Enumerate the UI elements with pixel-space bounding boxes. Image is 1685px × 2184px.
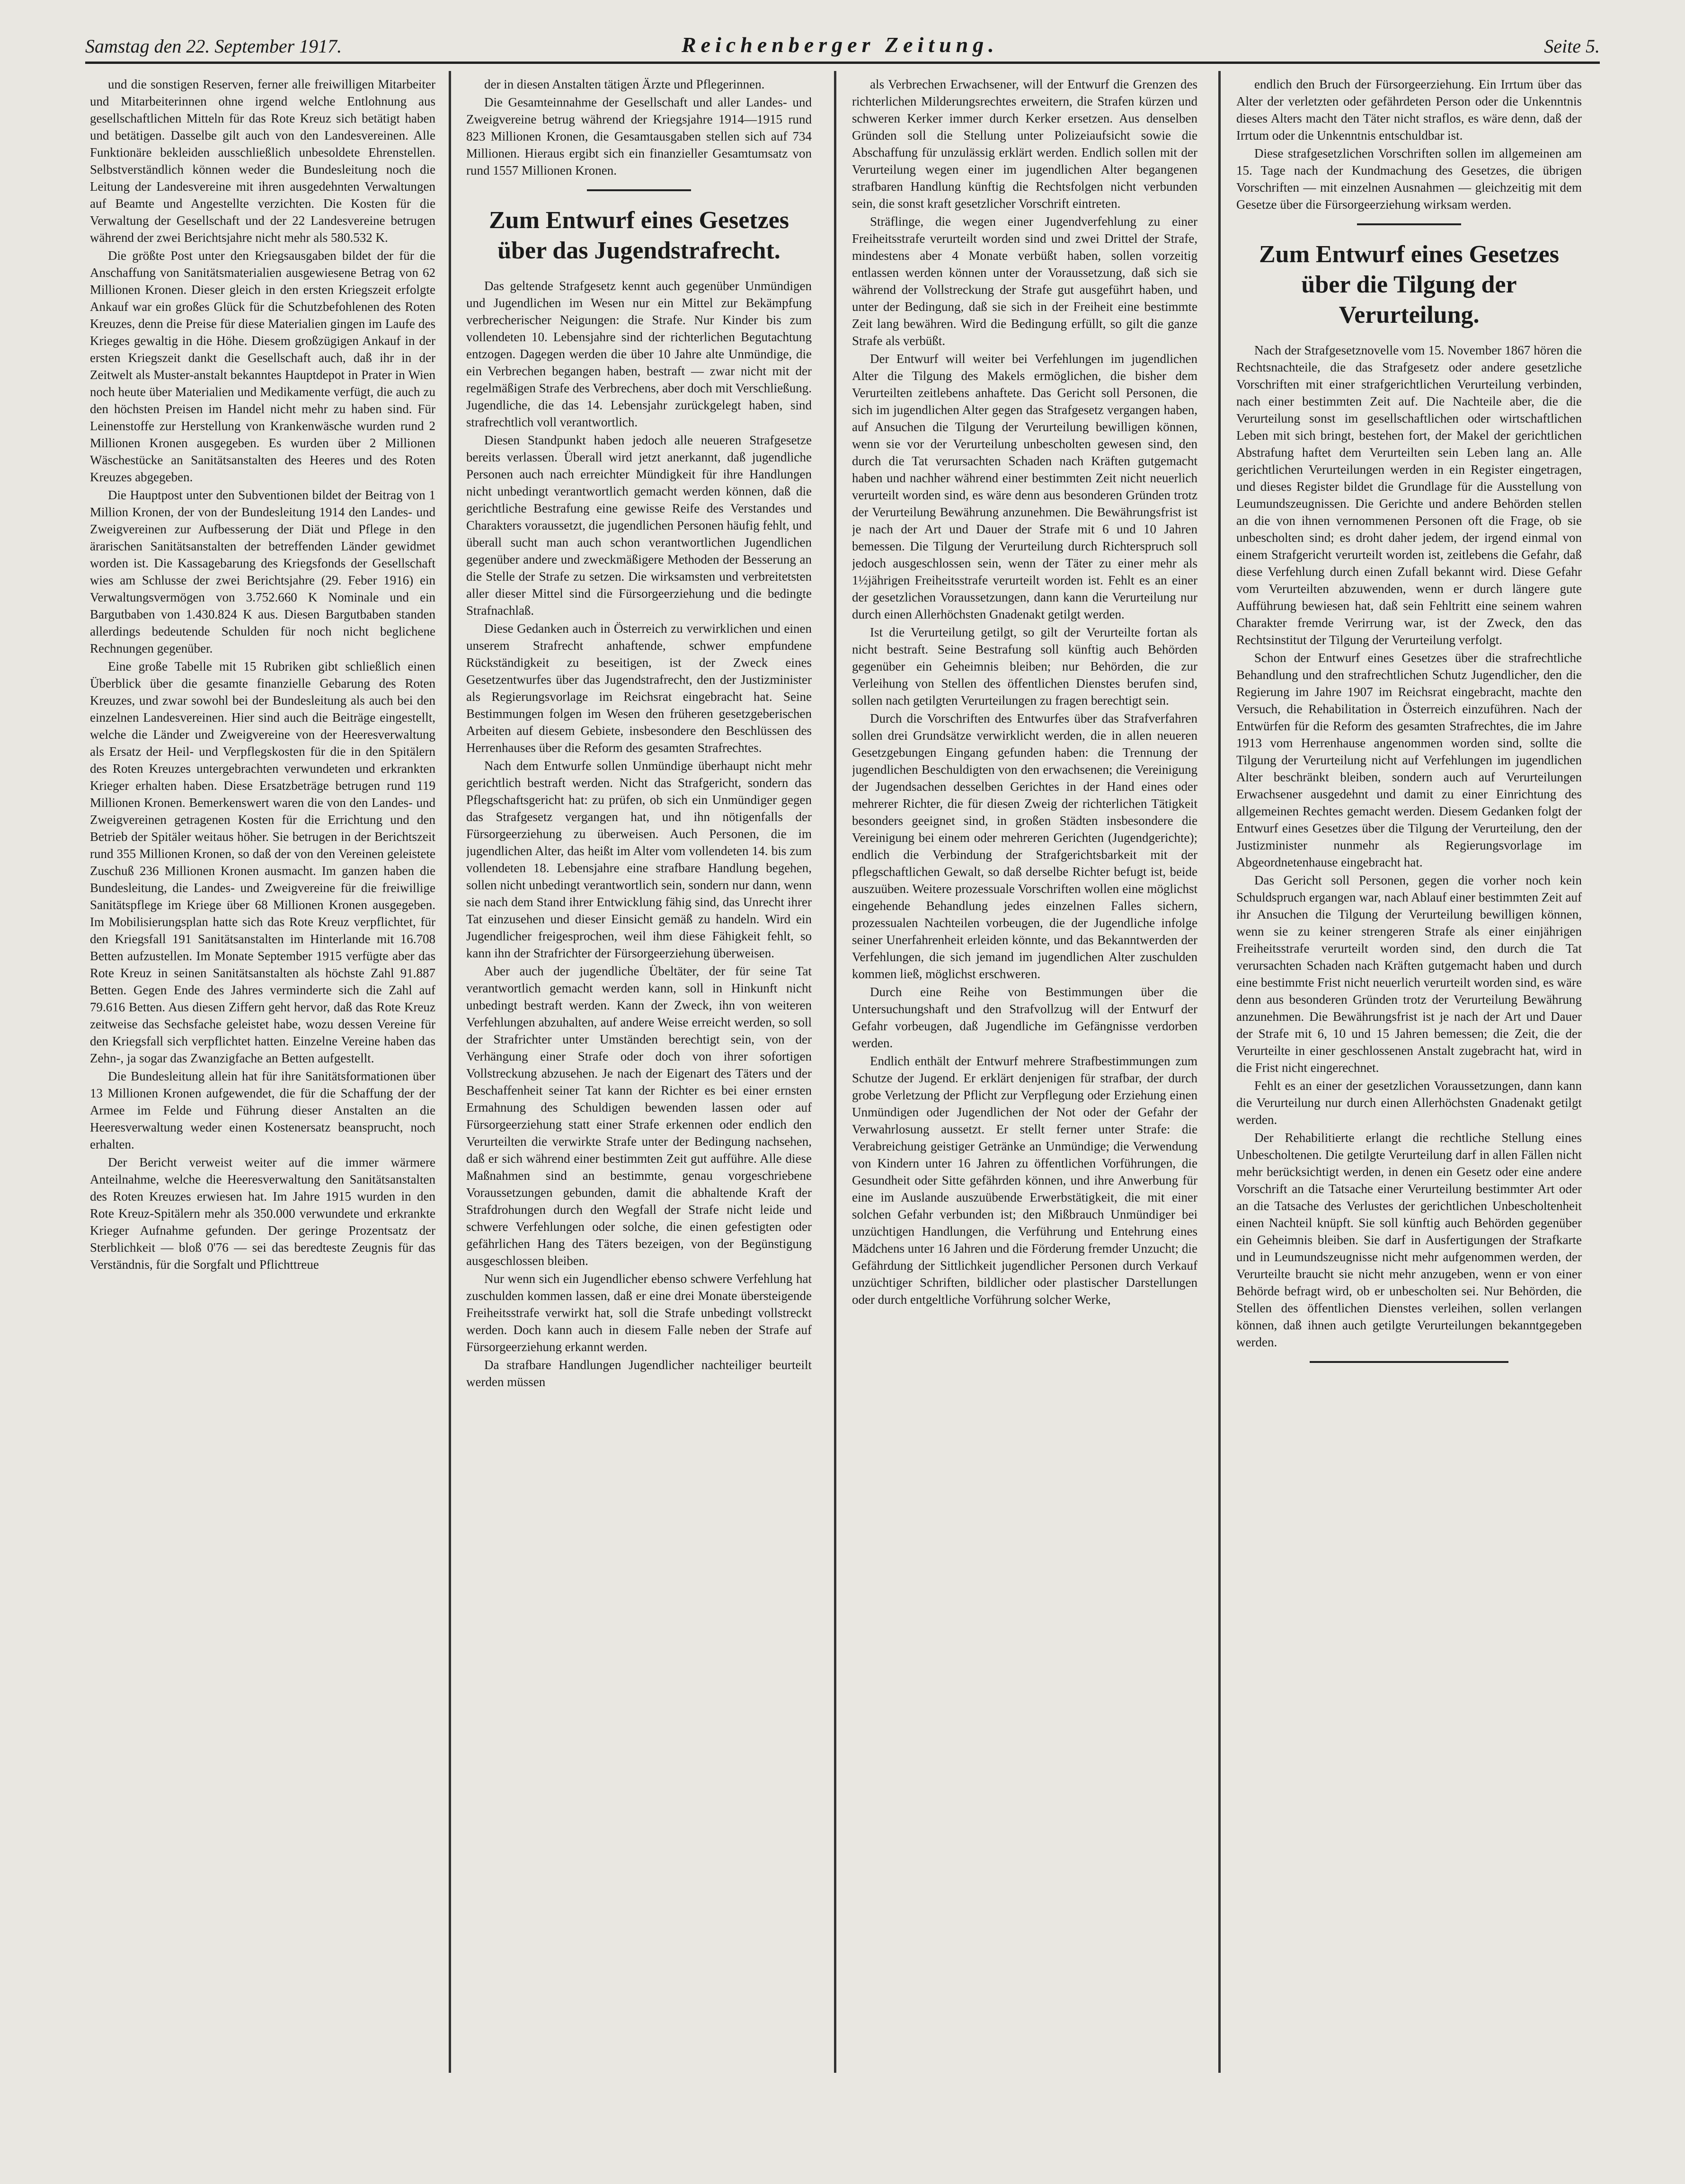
page-number: Seite 5. bbox=[1544, 35, 1600, 57]
column-divider bbox=[834, 71, 836, 2073]
issue-date: Samstag den 22. September 1917. bbox=[85, 35, 342, 57]
paragraph: als Verbrechen Erwachsener, will der Entwurf die Grenzen des richterlichen Milderungsrechtes erweitern, die Strafen kürzen und schweren Kerker immer durch Kerker ersetzen. Aus denselben Gründen soll die Stellung unter Polizeiaufsicht sowie die Abschaffung für unzulässig erklärt werden. Endlich sollen mit der Verurteilung wegen einer im jugendlichen Alter begangenen strafbaren Handlung künftig die Rechtsfolgen nicht verbunden sein, die sonst kraft gesetzlicher Vorschrift eintreten. bbox=[852, 77, 1197, 211]
paragraph: Diesen Standpunkt haben jedoch alle neueren Strafgesetze bereits verlassen. Überall wird jetzt anerkannt, daß jugendliche Personen auch nach erreichter Mündigkeit für ihre Handlungen nicht unbedingt verantwortlich gemacht werden können, daß die gerichtliche Bestrafung eine gewisse Reife des Verstandes und Charakters voraussetzt, die jugendlichen Personen häufig fehlt, und überall sucht man auch schon verantwortlichen Jugendlichen gegenüber andere und zweckmäßigere Methoden der Besserung an die Stelle der Strafe zu setzen. Die wirksamsten und verbreitetsten aller dieser Mittel sind die Fürsorgeerziehung und die bedingte Strafnachlaß. bbox=[466, 433, 812, 618]
paragraph: Die größte Post unter den Kriegsausgaben bildet der für die Anschaffung von Sanitätsmaterialien ausgewiesene Betrag von 62 Millionen Kronen. Dieser gleich in den ersten Kriegszeit erfolgte Ankauf war ein großes Glück für die Schutzbefohlenen des Roten Kreuzes, denn die Preise für diese Materialien gingen im Laufe des Krieges gewaltig in die Höhe. Diesem großzügigen Ankauf in der ersten Kriegszeit dankt die Gesellschaft auch, daß ihr in der Zeitwelt als Muster-anstalt bekanntes Hauptdepot in Prater in Wien noch heute über Materialien und Medikamente verfügt, die auch zu den höchsten Preisen im Handel nicht mehr zu haben sind. Für Leinenstoffe zur Herstellung von Krankenwäsche wurden rund 2 Millionen Kronen ausgegeben. Es wurden über 2 Millionen Wäschestücke an Sanitätsanstalten des Heeres und des Roten Kreuzes abgegeben. bbox=[90, 248, 435, 484]
paragraph: Der Entwurf will weiter bei Verfehlungen im jugendlichen Alter die Tilgung des Makels ermöglichen, die bisher dem Verurteilten zeitlebens anhaftete. Das Gericht soll Personen, die sich im jugendlichen Alter gegen das Strafgesetz vergangen haben, auf Ansuchen die Tilgung der Verurteilung bewilligen können, wenn sie vor der Verurteilung unbescholten gewesen sind, den durch die Tat verursachten Schaden nach Kräften gutgemacht haben und nachher während einer bestimmten Zeit nicht neuerlich verurteilt worden sind, es wäre denn aus besonderen Gründen trotz der Verurteilung Bewährung anzunehmen. Die Bewährungsfrist ist je nach der Art und Dauer der Strafe mit 6 und 10 Jahren bemessen. Die Tilgung der Verurteilung durch Richterspruch soll jedoch ausgeschlossen sein, wenn der Täter zu einer mehr als 1½jährigen Freiheitsstrafe verurteilt worden ist. Fehlt es an einer der gesetzlichen Voraussetzungen, dann kann die Verurteilung nur durch einen Allerhöchsten Gnadenakt getilgt werden. bbox=[852, 352, 1197, 621]
paragraph: Endlich enthält der Entwurf mehrere Strafbestimmungen zum Schutze der Jugend. Er erklärt denjenigen für strafbar, der durch grobe Verletzung der Pflicht zur Verpflegung oder Erziehung einen Unmündigen oder Jugendlichen der Not oder der Gefahr der Verwahrlosung aussetzt. Er stellt ferner unter Strafe: die Verabreichung geistiger Getränke an Unmündige; die Verwendung von Kindern unter 16 Jahren zu öffentlichen Vorführungen, die Gesundheit oder Sitte gefährden können, und ihre Anwerbung für eine im Auslande auszuübende Erwerbstätigkeit, die mit einer solchen Gefahr verbunden ist; den Mißbrauch Unmündiger bei unzüchtigen Handlungen, die Verführung und Entehrung eines Mädchens unter 16 Jahren und die Förderung fremder Unzucht; die Gefährdung der Sittlichkeit jugendlicher Personen durch Verkauf unzüchtiger Schriften, bildlicher oder plastischer Darstellungen oder durch entgeltliche Vorführung solcher Werke, bbox=[852, 1054, 1197, 1307]
paragraph: Nur wenn sich ein Jugendlicher ebenso schwere Verfehlung hat zuschulden kommen lassen, daß er eine drei Monate übersteigende Freiheitsstrafe verwirkt hat, soll die Strafe unbedingt vollstreckt werden. Doch kann auch in diesem Falle neben der Strafe auf Fürsorgeerziehung erkannt werden. bbox=[466, 1272, 812, 1354]
column-divider bbox=[449, 71, 451, 2073]
section-rule bbox=[587, 189, 691, 191]
paragraph: Nach dem Entwurfe sollen Unmündige überhaupt nicht mehr gerichtlich bestraft werden. Nicht das Strafgericht, sondern das Pflegschaftsgericht hat: zu prüfen, ob sich ein Unmündiger gegen das Strafgesetz vergangen hat, und ihn nötigenfalls der Fürsorgeerziehung zu überweisen. Auch Personen, die im jugendlichen Alter, das heißt im Alter vom vollendeten 14. bis zum vollendeten 18. Lebensjahre eine strafbare Handlung begehen, sollen nicht unbedingt verantwortlich sein, sondern nur dann, wenn sie nach dem Stand ihrer Entwicklung fähig sind, das Unrecht ihrer Tat einzusehen und dieser Einsicht gemäß zu handeln. Wird ein Jugendlicher freigesprochen, weil ihm diese Fähigkeit fehlt, so kann ihn der Strafrichter der Fürsorgeerziehung überweisen. bbox=[466, 759, 812, 960]
paragraph: Nach der Strafgesetznovelle vom 15. November 1867 hören die Rechtsnachteile, die das Strafgesetz oder andere gesetzliche Vorschriften mit einer strafgerichtlichen Verurteilung verbinden, nach einer bestimmten Zeit auf. Die Nachteile aber, die die Verurteilung sonst im gesellschaftlichen oder wirtschaftlichen Leben mit sich bringt, bestehen fort, der Makel der gerichtlichen Abstrafung haftet dem Verurteilten sein Leben lang an. Alle gerichtlichen Verurteilungen werden in ein Register eingetragen, und dieses Register bildet die Grundlage für die Ausstellung von Leumundszeugnissen. Die Gerichte und andere Behörden stellen an die von ihnen vernommenen Personen oft die Frage, ob sie unbescholten sind; es droht daher jedem, der irgend einmal von einem Strafgericht verurteilt worden ist, zeitlebens die Gefahr, daß diese Verfehlung durch einen Zufall bekannt wird. Diese Gefahr vom Verurteilten abzuwenden, wenn er durch längere gute Aufführung bewiesen hat, daß sein Fehltritt eine seinem wahren Charakter fremde Verirrung war, ist der Zweck, den das Rechtsinstitut der Tilgung der Verurteilung verfolgt. bbox=[1236, 343, 1582, 647]
page-header bbox=[85, 28, 1600, 64]
paragraph: und die sonstigen Reserven, ferner alle freiwilligen Mitarbeiter und Mitarbeiterinnen ohne irgend welche Entlohnung aus gesellschaftlichen Mitteln für das Rote Kreuz sich betätigt haben und betätigen. Dasselbe gilt auch von den Landesvereinen. Alle Funktionäre bekleiden ausschließlich unbesoldete Ehrenstellen. Selbstverständlich können weder die Bundesleitung noch die Leitung der Landesvereine mit ihren ausgedehnten Verwaltungen auf Beamte und Angestellte verzichten. Die Kosten für die Verwaltung der Gesellschaft und der 22 Landesvereine betrugen während der zwei Berichtsjahre nicht mehr als 580.532 K. bbox=[90, 77, 435, 245]
paragraph: Die Gesamteinnahme der Gesellschaft und aller Landes- und Zweigvereine betrug während der Kriegsjahre 1914—1915 rund 823 Millionen Kronen, die Gesamtausgaben stellen sich auf 734 Millionen. Hieraus ergibt sich ein finanzieller Gesamtumsatz von rund 1557 Millionen Kronen. bbox=[466, 95, 812, 177]
paragraph: Eine große Tabelle mit 15 Rubriken gibt schließlich einen Überblick über die gesamte finanzielle Gebarung des Roten Kreuzes, und zwar sowohl bei der Bundesleitung als auch bei den einzelnen Landesvereinen. Hier sind auch die Beiträge eingestellt, welche die Länder und Zweigvereine von der Heeresverwaltung als Ersatz der Heil- und Verpflegskosten für die in den Spitälern des Roten Kreuzes untergebrachten verwundeten und erkrankten Krieger erhalten haben. Diese Ersatzbeträge betrugen rund 119 Millionen Kronen. Bemerkenswert waren die von den Landes- und Zweigvereinen getragenen Kosten für die Errichtung und den Betrieb der Spitäler weitaus höher. Sie betrugen in der Berichtszeit rund 355 Millionen Kronen, so daß der von den Vereinen geleistete Zuschuß 236 Millionen Kronen ausmacht. Im ganzen haben die Bundesleitung, die Landes- und Zweigvereine für die freiwillige Sanitätspflege im Kriege über 68 Millionen Kronen ausgegeben. Im Mobilisierungsplan hatte sich das Rote Kreuz verpflichtet, für den Kriegsfall 191 Sanitätsanstalten im Hinterlande mit 16.708 Betten aufzustellen. Im Monate September 1915 verfügte aber das Rote Kreuz in seinen Sanitätsanstalten als höchste Zahl 91.887 Betten. Gegen Ende des Jahres verminderte sich die Zahl auf 79.616 Betten. Aus diesen Ziffern geht hervor, daß das Rote Kreuz zeitweise das Sechsfache geleistet habe, wozu dessen Vereine für den Kriegsfall sich verpflichtet hatten. Einzelne Vereine haben das Zehn-, ja sogar das Zwanzigfache an Betten aufgestellt. bbox=[90, 659, 435, 1065]
column-1 bbox=[90, 76, 435, 2078]
paragraph: Schon der Entwurf eines Gesetzes über die strafrechtliche Behandlung und den strafrechtlichen Schutz Jugendlicher, den die Regierung im Jahre 1907 im Reichsrat eingebracht, machte den Versuch, die Rehabilitation in Österreich einzuführen. Nach der Entwürfen für die Reform des gesamten Strafrechtes, die im Jahre 1913 vom Herrenhause angenommen worden sind, sollte die Tilgung der Verurteilung nicht auf Verfehlungen im jugendlichen Alter beschränkt bleiben, sondern auch auf Verurteilungen Erwachsener ausgedehnt und damit zu einer Einrichtung des allgemeinen Rechtes gemacht werden. Diesem Gedanken folgt der Entwurf eines Gesetzes über die Tilgung der Verurteilung, den der Justizminister nunmehr als Regierungsvorlage im Abgeordnetenhause eingebracht hat. bbox=[1236, 651, 1582, 869]
paragraph: Das Gericht soll Personen, gegen die vorher noch kein Schuldspruch ergangen war, nach Ablauf einer bestimmten Zeit auf ihr Ansuchen die Tilgung der Verurteilung bewilligen können, wenn sie zu keiner strengeren Strafe als einer einjährigen Freiheitsstrafe verurteilt worden sind, den durch die Tat verursachten Schaden nach Kräften gutgemacht haben und durch eine bestimmte Frist nicht neuerlich verurteilt worden sind, es wäre denn aus besonderen Gründen trotz der Verurteilung Bewährung anzunehmen. Die Bewährungsfrist ist je nach der Art und Dauer der Strafe mit 6, 10 und 15 Jahren bemessen; die Zeit, die der Verurteilte in einer geschlossenen Anstalt zugebracht hat, wird in die Frist nicht eingerechnet. bbox=[1236, 873, 1582, 1075]
column-4 bbox=[1236, 76, 1582, 2078]
paragraph: Die Bundesleitung allein hat für ihre Sanitätsformationen über 13 Millionen Kronen aufgewendet, die für die Schaffung der der Armee im Felde und Führung dieser Anstalten an die Heeresverwaltung weder einen Kostenersatz beansprucht, noch erhalten. bbox=[90, 1069, 435, 1151]
paragraph: Durch die Vorschriften des Entwurfes über das Strafverfahren sollen drei Grundsätze verwirklicht werden, die in allen neueren Gesetzgebungen Eingang gefunden haben: die Trennung der jugendlichen Beschuldigten von den erwachsenen; die Vereinigung der Jugendsachen desselben Gerichtes in der Hand eines oder mehrerer Richter, die für diesen Zweig der richterlichen Tätigkeit besonders geeignet sind, in großen Städten insbesondere die Vereinigung bei einem oder mehreren Gerichten (Jugendgerichte); endlich die Verbindung der Strafgerichtsbarkeit mit der pflegschaftlichen Gewalt, so daß derselbe Richter befugt ist, beide auszuüben. Weitere prozessuale Vorschriften wollen eine möglichst eingehende Behandlung jedes einzelnen Falles sichern, prozessualen Nachteilen vorbeugen, die der Jugendliche infolge seiner Unerfahrenheit erleiden könnte, und das Bekanntwerden der Verfehlungen, die sich jemand im jugendlichen Alter zuschulden kommen ließ, möglichst erschweren. bbox=[852, 711, 1197, 981]
paragraph: Diese Gedanken auch in Österreich zu verwirklichen und einen unserem Strafrecht anhaftende, schwer empfundene Rückständigkeit zu beseitigen, ist der Zweck eines Gesetzentwurfes über das Jugendstrafrecht, den der Justizminister als Regierungsvorlage im Reichsrat eingebracht hat. Seine Bestimmungen folgen im Wesen den früheren gesetzgeberischen Arbeiten auf diesem Gebiete, insbesondere den Beschlüssen des Herrenhauses über die Reform des gesamten Strafrechtes. bbox=[466, 621, 812, 755]
paragraph: Das geltende Strafgesetz kennt auch gegenüber Unmündigen und Jugendlichen im Wesen nur ein Mittel zur Bekämpfung verbrecherischer Neigungen: die Strafe. Nur Kinder bis zum vollendeten 10. Lebensjahre sind der richterlichen Begutachtung entzogen. Dagegen werden die über 10 Jahre alte Unmündige, die ein Verbrechen begangen haben, bestraft — zwar nicht mit der regelmäßigen Strafe des Verbrechens, aber doch mit Verschließung. Jugendliche, die das 14. Lebensjahr zurückgelegt haben, sind strafrechtlich voll verantwortlich. bbox=[466, 279, 812, 429]
column-3 bbox=[852, 76, 1197, 2078]
masthead: Reichenberger Zeitung. bbox=[682, 33, 999, 57]
column-divider bbox=[1218, 71, 1221, 2073]
paragraph: Ist die Verurteilung getilgt, so gilt der Verurteilte fortan als nicht bestraft. Seine Bestrafung soll künftig auch Behörden gegenüber ein Geheimnis bleiben; nur Behörden, die zur Verleihung von Stellen des öffentlichen Dienstes berufen sind, sollen nach getilgten Verurteilungen zu fragen berechtigt sein. bbox=[852, 625, 1197, 707]
paragraph: Fehlt es an einer der gesetzlichen Voraussetzungen, dann kann die Verurteilung nur durch einen Allerhöchsten Gnadenakt getilgt werden. bbox=[1236, 1079, 1582, 1127]
paragraph: Sträflinge, die wegen einer Jugendverfehlung zu einer Freiheitsstrafe verurteilt worden sind und zwei Drittel der Strafe, mindestens aber 4 Monate verbüßt haben, sollen vorzeitig entlassen werden können unter der Voraussetzung, daß sich sie während der Vollstreckung der Strafe gut ausgeführt haben, und unter der Bedingung, daß sie sich in der Freiheit eine bestimmte Zeit lang bewähren. Wird die Bedingung erfüllt, so gilt die ganze Strafe als verbüßt. bbox=[852, 214, 1197, 348]
paragraph: Da strafbare Handlungen Jugendlicher nachteiliger beurteilt werden müssen bbox=[466, 1358, 812, 1389]
paragraph: endlich den Bruch der Fürsorgeerziehung. Ein Irrtum über das Alter der verletzten oder gefährdeten Person oder die Unkenntnis dieses Alters macht den Täter nicht straflos, es wäre denn, daß der Irrtum oder die Unkenntnis entschuldbar ist. bbox=[1236, 77, 1582, 142]
article-heading: Zum Entwurf eines Gesetzes über die Tilgung der Verurteilung. bbox=[1259, 241, 1560, 328]
column-2 bbox=[466, 76, 812, 2078]
paragraph: Die Hauptpost unter den Subventionen bildet der Beitrag von 1 Million Kronen, der von der Bundesleitung 1914 den Landes- und Zweigvereinen zur Aufbesserung der Diät und Pflege in den ärarischen Sanitätsanstalten der betreffenden Länder gewidmet worden ist. Die Kassagebarung des Kriegsfonds der Gesellschaft wies am Schlusse der zwei Berichtsjahre (29. Feber 1916) ein Verwaltungsvermögen von 3.752.660 K Nominale und ein Bargutbaben von 1.430.824 K aus. Diesen Bargutbaben standen allerdings bedeutende Schulden für noch nicht beglichene Rechnungen gegenüber. bbox=[90, 488, 435, 655]
paragraph: Der Bericht verweist weiter auf die immer wärmere Anteilnahme, welche die Heeresverwaltung den Sanitätsanstalten des Roten Kreuzes erwiesen hat. Im Jahre 1915 wurden in den Rote Kreuz-Spitälern mehr als 350.000 verwundete und erkrankte Krieger Aufnahme gefunden. Der geringe Prozentsatz der Sterblichkeit — bloß 0'76 — sei das beredteste Zeugnis für das Verständnis, für die Sorgfalt und Pflichttreue bbox=[90, 1155, 435, 1272]
paragraph: Durch eine Reihe von Bestimmungen über die Untersuchungshaft und den Strafvollzug will der Entwurf der Gefahr vorbeugen, daß Jugendliche im Gefängnisse verdorben werden. bbox=[852, 985, 1197, 1050]
paragraph: der in diesen Anstalten tätigen Ärzte und Pflegerinnen. bbox=[484, 77, 765, 91]
paragraph: Der Rehabilitierte erlangt die rechtliche Stellung eines Unbescholtenen. Die getilgte Verurteilung darf in allen Fällen nicht mehr berücksichtigt werden, in denen ein Gesetz oder eine andere Vorschrift an die Tatsache einer Verurteilung bestimmter Art oder an die Tatsache des Verlustes der gerichtlichen Unbescholtenheit einen Nachteil knüpft. Sie soll künftig auch Behörden gegenüber ein Geheimnis bleiben. Sie darf in Ausfertigungen der Strafkarte und in Leumundszeugnisse nicht mehr aufgenommen werden, der Verurteilte braucht sie nicht mehr anzugeben, wenn er von einer Behörde befragt wird, ob er unbescholten sei. Nur Behörden, die Stellen des öffentlichen Dienstes verleihen, sollen verlangen können, daß ihnen auch getilgte Verurteilungen bekanntgegeben werden. bbox=[1236, 1131, 1582, 1349]
article-heading: Zum Entwurf eines Gesetzes über das Jugendstrafrecht. bbox=[488, 207, 789, 264]
end-rule bbox=[1310, 1361, 1508, 1363]
section-rule bbox=[1357, 223, 1461, 225]
paragraph: Aber auch der jugendliche Übeltäter, der für seine Tat verantwortlich gemacht werden kann, soll in Hinkunft nicht unbedingt bestraft werden. Kann der Zweck, ihn von weiteren Verfehlungen abzuhalten, auf andere Weise erreicht werden, so soll der Strafrichter unter Umständen berechtigt sein, von der Verhängung einer Strafe oder doch von ihrer sofortigen Vollstreckung abzusehen. Je nach der Eigenart des Täters und der Beschaffenheit seiner Tat kann der Richter es bei einer ernsten Ermahnung des Schuldigen bewenden lassen oder auf Fürsorgeerziehung statt einer Strafe erkennen oder endlich den Verurteilten die verwirkte Strafe unter der Bedingung nachsehen, daß er sich während einer bestimmten Zeit gut aufführe. Alle diese Maßnahmen sind an bestimmte, genau vorgeschriebene Voraussetzungen gebunden, damit die abhaltende Kraft der Strafdrohungen durch den Wegfall der Strafe nicht leide und schwere Verfehlungen oder solche, die einen gefestigten oder gefährlichen Hang des Täters bezeigen, von der Begünstigung ausgeschlossen bleiben. bbox=[466, 964, 812, 1268]
paragraph: Diese strafgesetzlichen Vorschriften sollen im allgemeinen am 15. Tage nach der Kundmachung des Gesetzes, die übrigen Vorschriften — mit einzelnen Ausnahmen — gleichzeitig mit dem Gesetze über die Fürsorgeerziehung wirksam werden. bbox=[1236, 146, 1582, 212]
